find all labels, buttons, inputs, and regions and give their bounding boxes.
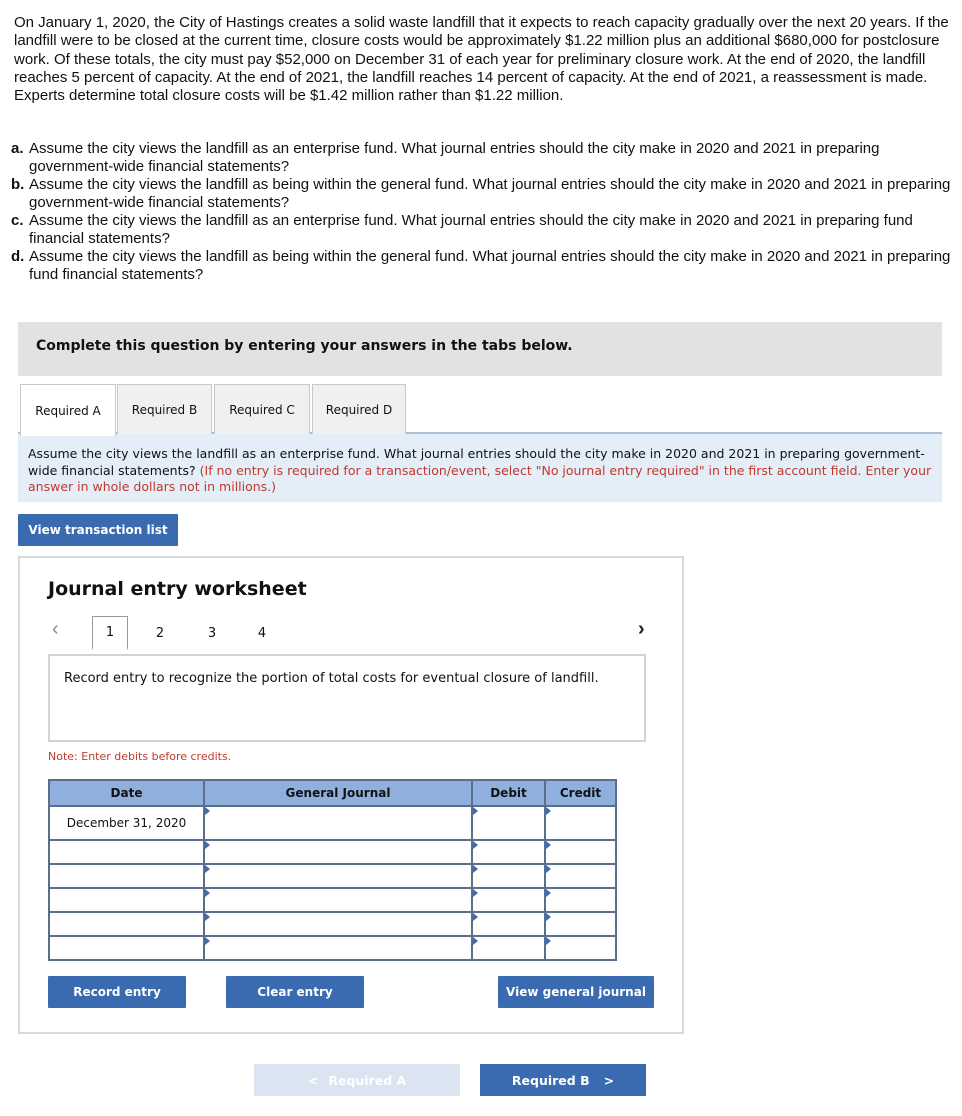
credit-input[interactable] (545, 864, 616, 888)
credit-input[interactable] (545, 936, 616, 960)
debit-input[interactable] (472, 936, 545, 960)
prev-required-button[interactable] (254, 1064, 460, 1096)
chevron-right-icon: > (603, 1072, 615, 1088)
credit-input[interactable] (545, 912, 616, 936)
journal-entry-worksheet (18, 556, 684, 1034)
tab-required-b[interactable]: Required B (117, 384, 212, 434)
problem-statement: On January 1, 2020, the City of Hastings creates a solid waste landfill that it expects to reach capacity gradually over the next 20 years. If the landfill were to be closed at the current time, closure costs would be approximately $1.22 million plus an additional $680,000 for postclosure work. Of these totals, the city must pay $52,000 on December 31 of each year for preliminary closure work. At the end of 2020, the landfill reaches 5 percent of capacity. At the end of 2021, the landfill reaches 14 percent of capacity. At the end of 2021, a reassessment is made. Experts determine total closure costs will be $1.42 million rather than $1.22 million. (14, 14, 949, 105)
chevron-left-icon: < (307, 1072, 319, 1088)
question-box (18, 434, 942, 502)
column-header-journal: General Journal (204, 780, 472, 806)
requirement-letter: d. (11, 248, 25, 265)
requirement-letter: a. (11, 140, 24, 157)
entry-pager (20, 614, 682, 654)
requirement-a (11, 140, 951, 176)
view-transaction-list-button[interactable]: View transaction list (18, 514, 178, 546)
journal-table (48, 779, 617, 961)
table-row (49, 888, 616, 912)
date-cell (49, 888, 204, 912)
question-text: Assume the city views the landfill as an enterprise fund. What journal entries should the city make in 2020 and 2021 in preparing government-wide financial statements? (28, 446, 925, 478)
worksheet-title: Journal entry worksheet (48, 578, 307, 600)
requirement-text: Assume the city views the landfill as being within the general fund. What journal entries should the city make in 2020 and 2021 in preparing government-wide financial statements? (29, 176, 951, 211)
column-header-credit: Credit (545, 780, 616, 806)
debit-input[interactable] (472, 864, 545, 888)
column-header-debit: Debit (472, 780, 545, 806)
next-required-button[interactable] (480, 1064, 646, 1096)
next-required-label: Required B (511, 1072, 590, 1088)
table-row (49, 936, 616, 960)
table-row (49, 912, 616, 936)
account-select[interactable] (204, 936, 472, 960)
requirement-b (11, 176, 951, 212)
entry-description: Record entry to recognize the portion of total costs for eventual closure of landfill. (48, 654, 646, 742)
tab-required-d[interactable]: Required D (312, 384, 406, 434)
requirement-letter: c. (11, 212, 24, 229)
debit-input[interactable] (472, 888, 545, 912)
prev-required-label: Required A (328, 1072, 407, 1088)
requirement-text: Assume the city views the landfill as being within the general fund. What journal entries should the city make in 2020 and 2021 in preparing fund financial statements? (29, 248, 951, 283)
record-entry-button[interactable]: Record entry (48, 976, 186, 1008)
requirement-text: Assume the city views the landfill as an enterprise fund. What journal entries should the city make in 2020 and 2021 in preparing fund financial statements? (29, 212, 913, 247)
account-select[interactable] (204, 864, 472, 888)
requirement-text: Assume the city views the landfill as an enterprise fund. What journal entries should the city make in 2020 and 2021 in preparing government-wide financial statements? (29, 140, 880, 175)
view-general-journal-button[interactable]: View general journal (498, 976, 654, 1008)
table-row (49, 864, 616, 888)
chevron-left-icon[interactable]: ‹ (52, 618, 59, 640)
account-select[interactable] (204, 840, 472, 864)
debit-input[interactable] (472, 912, 545, 936)
credit-input[interactable] (545, 840, 616, 864)
page-2[interactable]: 2 (155, 625, 165, 641)
table-row (49, 806, 616, 840)
requirement-letter: b. (11, 176, 25, 193)
page-3[interactable]: 3 (207, 625, 217, 641)
instruction-text: Complete this question by entering your answers in the tabs below. (36, 338, 573, 354)
requirements-list (11, 140, 951, 284)
tab-required-a[interactable]: Required A (20, 384, 116, 436)
tab-required-c[interactable]: Required C (214, 384, 310, 434)
debit-input[interactable] (472, 806, 545, 840)
date-cell (49, 864, 204, 888)
date-cell: December 31, 2020 (49, 806, 204, 840)
credit-input[interactable] (545, 806, 616, 840)
date-cell (49, 840, 204, 864)
requirement-c (11, 212, 951, 248)
clear-entry-button[interactable]: Clear entry (226, 976, 364, 1008)
account-select[interactable] (204, 806, 472, 840)
date-cell (49, 912, 204, 936)
column-header-date: Date (49, 780, 204, 806)
instruction-bar (18, 322, 942, 376)
question-hint: (If no entry is required for a transaction/event, select "No journal entry required" in the first account field. Enter your answer in whole dollars not in millions.) (28, 462, 932, 494)
date-cell (49, 936, 204, 960)
credit-input[interactable] (545, 888, 616, 912)
requirement-d (11, 248, 951, 284)
account-select[interactable] (204, 888, 472, 912)
table-row (49, 840, 616, 864)
entry-note: Note: Enter debits before credits. (48, 750, 232, 763)
account-select[interactable] (204, 912, 472, 936)
page-4[interactable]: 4 (257, 625, 267, 641)
debit-input[interactable] (472, 840, 545, 864)
page-1[interactable]: 1 (92, 616, 128, 650)
chevron-right-icon[interactable]: › (638, 618, 645, 640)
